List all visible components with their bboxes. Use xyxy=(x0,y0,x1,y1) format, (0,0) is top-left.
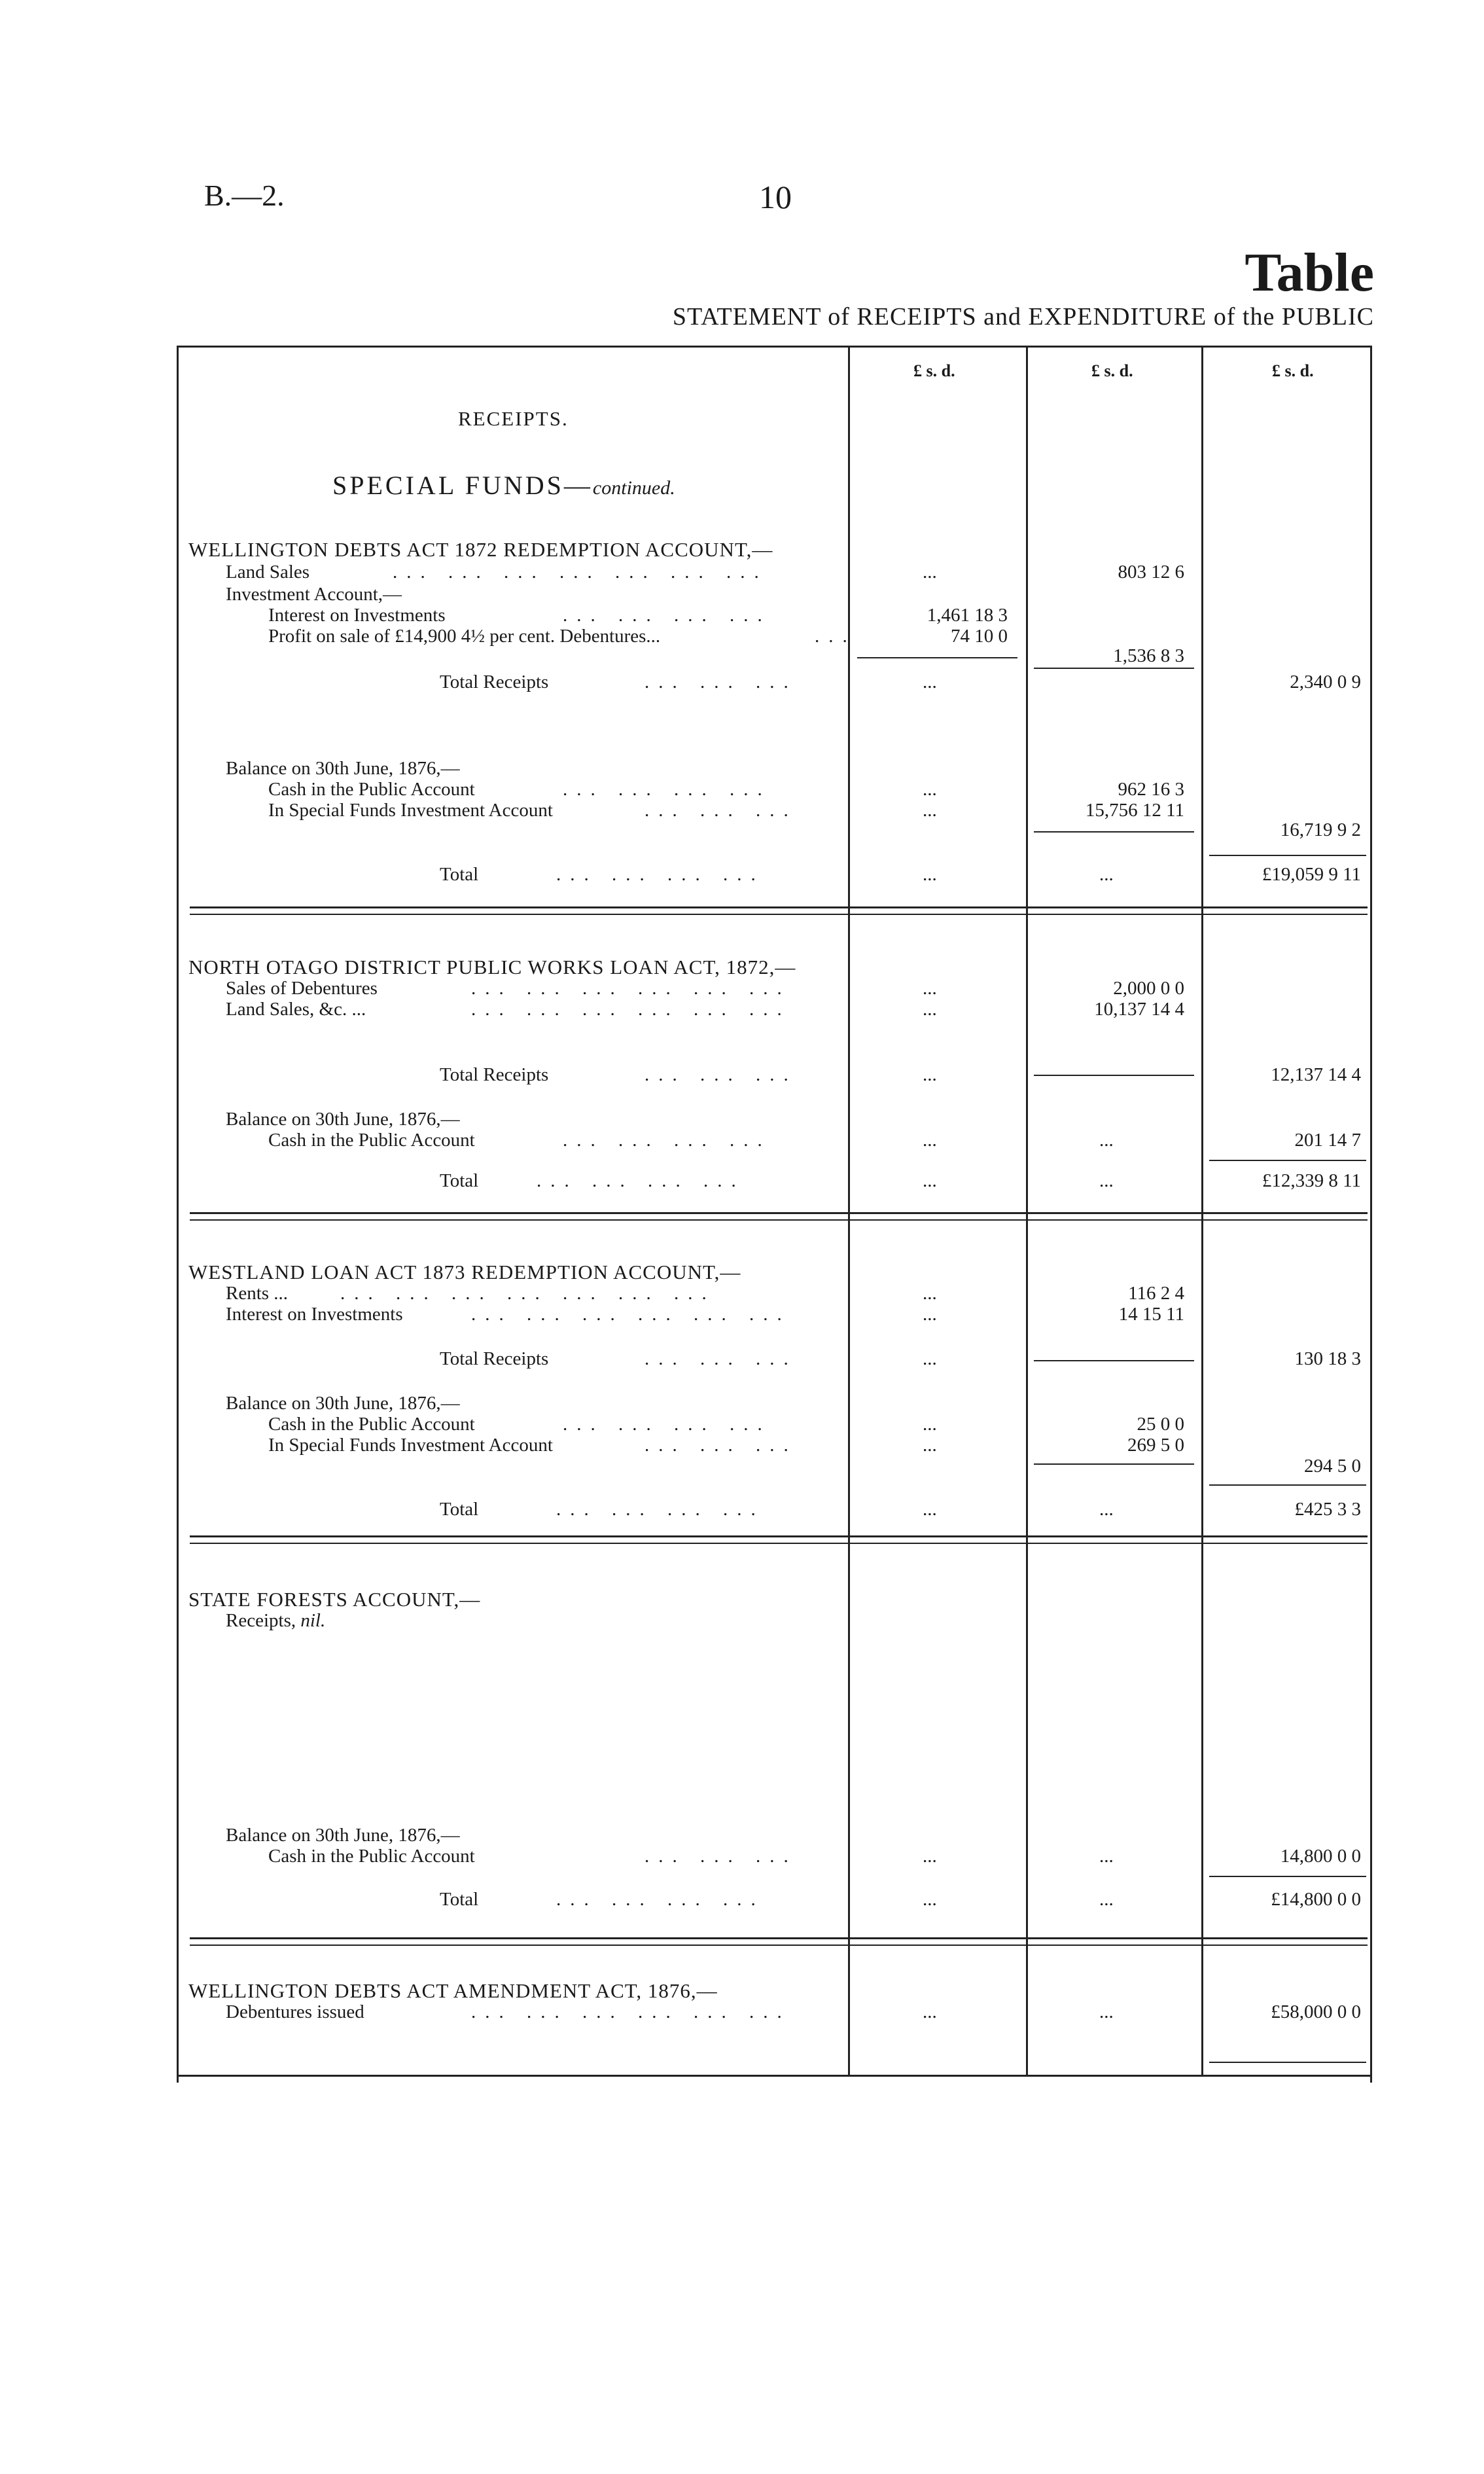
cell-value: 10,137 14 4 xyxy=(1094,999,1184,1020)
row-label: In Special Funds Investment Account xyxy=(268,1435,553,1456)
cell-value: ... xyxy=(923,1846,937,1867)
cell-value: ... xyxy=(1099,1889,1114,1910)
section-separator xyxy=(190,1937,1368,1939)
cell-value: ... xyxy=(923,1130,937,1151)
leader-dots: ... ... ... xyxy=(645,1064,798,1085)
leader-dots: ... ... ... ... xyxy=(556,1889,765,1910)
subtotal-rule xyxy=(1034,831,1194,833)
total-rule xyxy=(1209,1876,1366,1877)
column-divider xyxy=(1026,346,1028,2077)
row-label: Cash in the Public Account xyxy=(268,1414,475,1435)
cell-value: ... xyxy=(923,1304,937,1325)
cell-value: 962 16 3 xyxy=(1118,779,1184,800)
cell-value: ... xyxy=(1099,1130,1114,1151)
cell-value: 294 5 0 xyxy=(1304,1456,1361,1477)
receipts-heading: RECEIPTS. xyxy=(458,407,569,430)
subtotal-rule xyxy=(1034,1075,1194,1076)
cell-value: ... xyxy=(923,2001,937,2022)
cell-value: 116 2 4 xyxy=(1128,1283,1184,1304)
row-label: Investment Account,— xyxy=(226,584,402,605)
row-label: Cash in the Public Account xyxy=(268,1846,475,1867)
cell-value: ... xyxy=(1099,1499,1114,1520)
cell-value: 14 15 11 xyxy=(1118,1304,1184,1325)
cell-value: ... xyxy=(923,800,937,821)
table-heading: Table xyxy=(1245,242,1374,303)
row-label: Sales of Debentures xyxy=(226,978,378,999)
cell-value: ... xyxy=(923,1889,937,1910)
row-label: Balance on 30th June, 1876,— xyxy=(226,1825,460,1846)
column-header-2: £ s. d. xyxy=(1091,361,1133,380)
leader-dots: ... ... ... xyxy=(645,1846,798,1867)
row-label: Total Receipts xyxy=(440,1064,549,1085)
cell-value: ... xyxy=(923,978,937,999)
column-divider xyxy=(1201,346,1203,2077)
column-divider xyxy=(848,346,850,2077)
leader-dots: ... ... ... ... ... ... xyxy=(471,978,791,999)
section-title-state-forests: STATE FORESTS ACCOUNT,— xyxy=(188,1588,481,1611)
cell-value: 269 5 0 xyxy=(1127,1435,1184,1456)
cell-value: ... xyxy=(923,1348,937,1369)
row-label: Receipts, nil. xyxy=(226,1610,326,1631)
subtotal-rule xyxy=(1034,1463,1194,1465)
leader-dots: ... ... ... ... ... ... ... xyxy=(393,562,768,583)
cell-value: £12,339 8 11 xyxy=(1262,1170,1361,1191)
subtotal-rule xyxy=(1034,1360,1194,1361)
section-title-wellington: WELLINGTON DEBTS ACT 1872 REDEMPTION ACCOUNT,— xyxy=(188,538,773,561)
cell-value: 74 10 0 xyxy=(951,626,1008,647)
cell-value: ... xyxy=(923,1414,937,1435)
cell-value: ... xyxy=(923,1499,937,1520)
leader-dots: ... ... ... xyxy=(645,1348,798,1369)
leader-dots: ... ... ... ... ... ... ... xyxy=(340,1283,716,1304)
leader-dots: ... xyxy=(815,626,857,647)
column-header-3: £ s. d. xyxy=(1272,361,1314,380)
cell-value: 2,340 0 9 xyxy=(1290,672,1361,692)
total-rule xyxy=(1209,2062,1366,2063)
leader-dots: ... ... ... xyxy=(645,1435,798,1456)
cell-value: 201 14 7 xyxy=(1294,1130,1361,1151)
total-rule xyxy=(1209,1160,1366,1161)
section-title-north-otago: NORTH OTAGO DISTRICT PUBLIC WORKS LOAN ACT, 1872,— xyxy=(188,956,796,978)
cell-value: 2,000 0 0 xyxy=(1113,978,1184,999)
row-label: Profit on sale of £14,900 4½ per cent. Debentures... xyxy=(268,626,661,647)
row-label: Debentures issued xyxy=(226,2001,364,2022)
leader-dots: ... ... ... ... xyxy=(537,1170,745,1191)
section-separator xyxy=(190,1212,1368,1214)
section-title-westland: WESTLAND LOAN ACT 1873 REDEMPTION ACCOUNT,— xyxy=(188,1261,741,1283)
cell-value: ... xyxy=(923,779,937,800)
subtotal-rule xyxy=(857,657,1017,658)
cell-value: ... xyxy=(923,999,937,1020)
cell-value: 16,719 9 2 xyxy=(1280,819,1361,840)
row-label: Total xyxy=(440,864,479,885)
row-label: Land Sales, &c. ... xyxy=(226,999,366,1020)
section-separator xyxy=(190,914,1368,915)
row-label: Total Receipts xyxy=(440,672,549,692)
cell-value: ... xyxy=(1099,1846,1114,1867)
statement-title: STATEMENT of RECEIPTS and EXPENDITURE of the PUBLIC xyxy=(672,303,1374,331)
cell-value: 14,800 0 0 xyxy=(1280,1846,1361,1867)
leader-dots: ... ... ... xyxy=(645,672,798,692)
cell-value: ... xyxy=(923,1435,937,1456)
row-label: Total xyxy=(440,1499,479,1520)
cell-value: ... xyxy=(923,1170,937,1191)
row-label: Balance on 30th June, 1876,— xyxy=(226,1109,460,1130)
leader-dots: ... ... ... ... ... ... xyxy=(471,1304,791,1325)
cell-value: 1,536 8 3 xyxy=(1113,645,1184,666)
section-title-wellington-amendment: WELLINGTON DEBTS ACT AMENDMENT ACT, 1876,— xyxy=(188,1979,718,2002)
section-separator xyxy=(190,1543,1368,1544)
leader-dots: ... ... ... ... xyxy=(563,1130,771,1151)
section-separator xyxy=(190,1535,1368,1537)
cell-value: 803 12 6 xyxy=(1118,562,1184,583)
row-label: In Special Funds Investment Account xyxy=(268,800,553,821)
row-label: Total xyxy=(440,1889,479,1910)
row-label: Land Sales xyxy=(226,562,310,583)
row-label: Interest on Investments xyxy=(226,1304,403,1325)
special-funds-heading: SPECIAL FUNDS—continued. xyxy=(332,471,675,500)
cell-value: ... xyxy=(923,1283,937,1304)
leader-dots: ... ... ... ... ... ... xyxy=(471,2001,791,2022)
row-label: Balance on 30th June, 1876,— xyxy=(226,1393,460,1414)
cell-value: ... xyxy=(1099,864,1114,885)
leader-dots: ... ... ... ... xyxy=(563,605,771,626)
section-separator xyxy=(190,1219,1368,1221)
row-label: Total xyxy=(440,1170,479,1191)
row-label: Cash in the Public Account xyxy=(268,779,475,800)
leader-dots: ... ... ... ... xyxy=(556,1499,765,1520)
row-label: Cash in the Public Account xyxy=(268,1130,475,1151)
cell-value: ... xyxy=(923,672,937,692)
cell-value: £58,000 0 0 xyxy=(1271,2001,1361,2022)
page-number: 10 xyxy=(759,179,792,215)
leader-dots: ... ... ... ... xyxy=(556,864,765,885)
column-header-1: £ s. d. xyxy=(913,361,955,380)
total-rule xyxy=(1209,1484,1366,1486)
cell-value: £19,059 9 11 xyxy=(1262,864,1361,885)
cell-value: £14,800 0 0 xyxy=(1271,1889,1361,1910)
row-label: Total Receipts xyxy=(440,1348,549,1369)
cell-value: 25 0 0 xyxy=(1137,1414,1184,1435)
cell-value: £425 3 3 xyxy=(1294,1499,1361,1520)
section-separator xyxy=(190,906,1368,908)
leader-dots: ... ... ... xyxy=(645,800,798,821)
leader-dots: ... ... ... ... ... ... xyxy=(471,999,791,1020)
total-rule xyxy=(1209,855,1366,856)
cell-value: ... xyxy=(923,1064,937,1085)
leader-dots: ... ... ... ... xyxy=(563,779,771,800)
cell-value: 15,756 12 11 xyxy=(1085,800,1184,821)
section-separator xyxy=(190,1945,1368,1946)
row-label: Balance on 30th June, 1876,— xyxy=(226,758,460,779)
cell-value: ... xyxy=(1099,1170,1114,1191)
table-bottom-rule xyxy=(177,2075,1372,2077)
row-label: Rents ... xyxy=(226,1283,289,1304)
document-reference: B.—2. xyxy=(204,179,285,212)
subtotal-rule xyxy=(1034,668,1194,669)
cell-value: 12,137 14 4 xyxy=(1271,1064,1361,1085)
cell-value: 130 18 3 xyxy=(1294,1348,1361,1369)
cell-value: ... xyxy=(1099,2001,1114,2022)
cell-value: ... xyxy=(923,864,937,885)
leader-dots: ... ... ... ... xyxy=(563,1414,771,1435)
cell-value: 1,461 18 3 xyxy=(927,605,1008,626)
cell-value: ... xyxy=(923,562,937,583)
row-label: Interest on Investments xyxy=(268,605,446,626)
